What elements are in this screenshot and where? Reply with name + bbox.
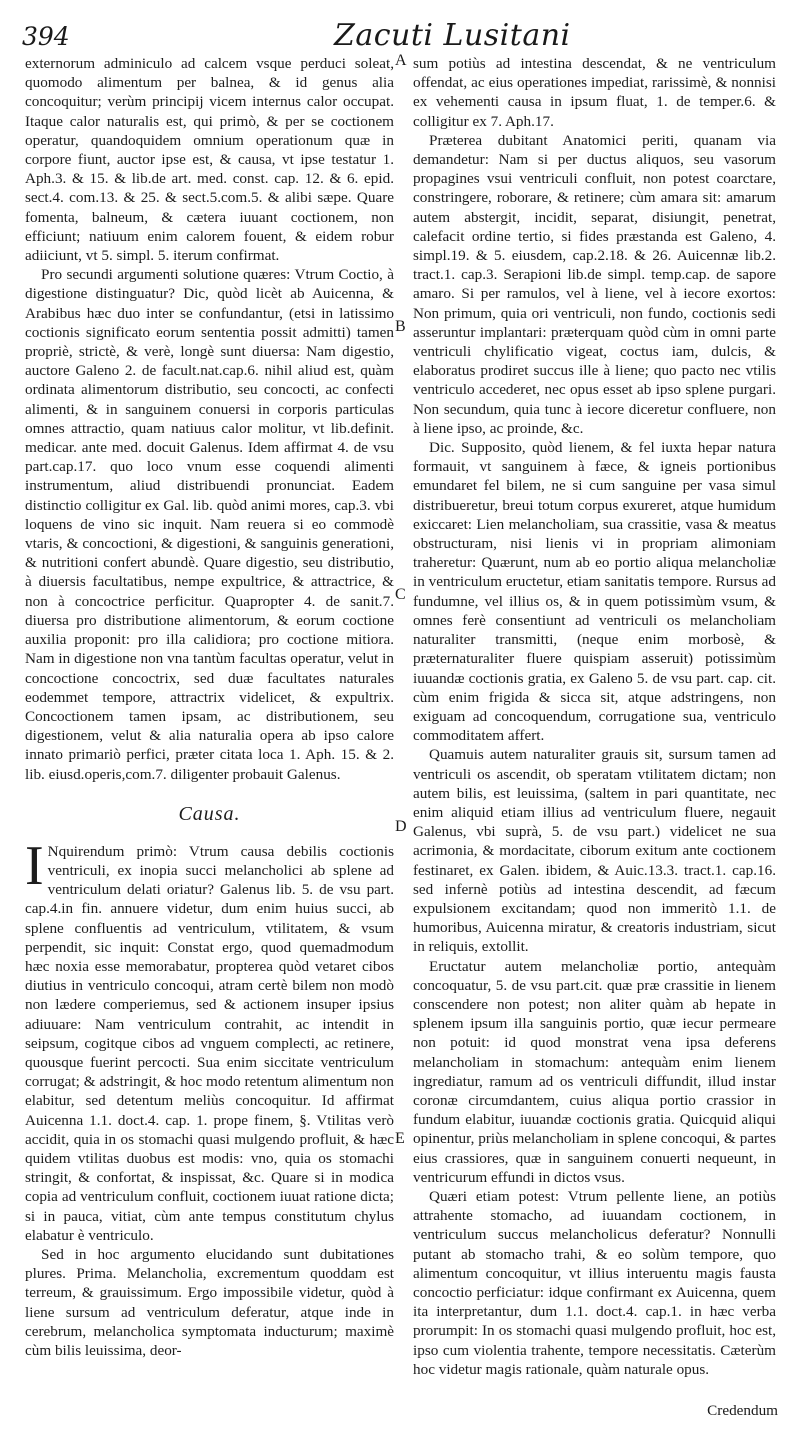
margin-letter: E <box>395 1130 405 1147</box>
paragraph: Dic. Supposito, quòd lienem, & fel iuxta hepar natura formauit, vt sanguinem à fæce, & igneis portionibus emundaret fel bilem, ne si cum sanguine per vasa simul distribueretur, breui totum corpus exureret, atque humidum exiccaret: Lien melancholiam, sua crassitie, vasa & meatus obstructuram, nisi lienis vi in propriam alimoniam traheretur: Quærunt, num ab eo portio aliqua melancholiæ in ventriculum eructetur, etiam sanitatis tempore. Rursus ad fundumne, vel illius os, & in quem potissimùm vsum, & omnes ferè consentiunt ad ventriculi os melancholiam naturaliter transmitti, (neque enim morbosè, & præternaturaliter fluere quispiam asseruit) potissimùm iuuandæ coctionis gratia, ex Galeno 5. de vsu part. cap. cit. cùm enim frigida & sicca sit, atque adstringens, non exiguam ad concoquendum, corrugatione sua, ventriculo commoditatem affert. <box>413 439 776 745</box>
paragraph: Quamuis autem naturaliter grauis sit, sursum tamen ad ventriculi os ascendit, ob speratam vtilitatem dictam; non autem bilis, est leuissima, (saltem in pari quantitate, nec enim aliquid etiam illius ad ventriculum fluere, negauit Galenus, vbi suprà, 5. de vsu part.) videlicet ne sua acrimonia, & mordacitate, ciborum exitum ante coctionem festinaret, ex Galen. ibidem, & Auic.13.3. tract.1. cap.16. sed infernè potiùs ad intestina descendit, ad fæcum expulsionem excitandam; quod non immeritò 1.1. de humoribus, Auicenna miratur, & creatoris industriam, sicut in reliquis, extollit. <box>413 746 776 956</box>
margin-letter: D <box>395 818 407 835</box>
paragraph-text: Nquirendum primò: Vtrum causa debilis coctionis ventriculi, ex inopia succi melancholici ab splene ad ventriculum delati oriatur? Galenus lib. 5. de vsu part. cap.4.in fin. annuere videtur, dum enim huius succi, ab splene confluentis ad ventriculum, vtilitatem, & vsum perpendit, sic inquit: Constat ergo, quod quemadmodum hæc noxia esse memorabatur, propterea quòd vetaret cibos diutius in ventriculo concoqui, atram certè bilem non modò non lædere comperiemus, sed & actionem insuper ipsius adiuuare: Nam ventriculum contrahit, ac intendit in seipsum, cogitque cibos ad vnguem complecti, ac retinere, quousque fuerint percocti. Sua enim siccitate ventriculum corrugat; & adstringit, & hoc modo retentum alimentum non elabitur, sed detentum meliùs concoquitur. Id affirmat Auicenna 1.1. doct.4. cap. 1. prope finem, §. Vtilitas verò accidit, quia in os stomachi quasi mulgendo profluit, & hæc quidem vtilitas duobus est modis: vno, quia os stomachi stringit, & confortat, & inspissat, &c. Quare si in modica copia ad ventriculum confluit, coctionem iuuat ratione dicta; si in pauca, vitiat, cùm ante tempus constitutum chylus elabatur è ventriculo. <box>25 842 394 1244</box>
running-title: Zacuti Lusitani <box>334 18 571 53</box>
paragraph <box>25 834 394 1245</box>
page-number: 394 <box>22 22 70 51</box>
paragraph: Sed in hoc argumento elucidando sunt dubitationes plures. Prima. Melancholia, excrementum quoddam est terreum, & grauissimum. Ergo impossibile videtur, quòd à liene sursum ad ventriculum deferatur, atque inde in cerebrum, melancholica symptomata inducturum; maximè cùm bilis leuissima, deor- <box>25 1245 394 1359</box>
catchword: Credendum <box>707 1402 778 1419</box>
paragraph: Eructatur autem melancholiæ portio, antequàm concoquatur, 5. de vsu part.cit. quæ præ crassitie in lienem conscendere non potest; non aliter quàm ab hepate in splenem ipsum illa sanguinis portio, quæ iecur permeare non potuit: id quod monstrat vena ipsa deferens melancholiam in stomachum: antequàm enim lienem ingrediatur, ramum ad os ventriculi diffundit, illud instar coronæ circumdantem, cuius aliqua portio crassior in fundum elabitur, iuuandæ coctionis gratia. Quicquid aliqui opinentur, priùs melancholiam in splene concoqui, & partes eius crassiores, quæ in sanguinem conuerti nequeunt, in ventricurum effundi in dictos vsus. <box>413 957 776 1186</box>
paragraph: Præterea dubitant Anatomici periti, quanam via demandetur: Nam si per ductus aliquos, seu vasorum propagines vsui ventriculi confluit, non potest coarctare, constringere, roborare, & retinere; cùm amara sit: amarum autem abstergit, incidit, separat, disiungit, penetrat, calefacit ordine tertio, si fides præstanda est Galeno, 4. simpl.19. & 5. eiusdem, cap.2.18. & 26. Auicennæ lib.2. tract.1. cap.3. Serapioni lib.de simpl. temp.cap. de sapore amaro. Si per ramulos, vel à liene, vel à iecore exortos: Non primum, quia ori ventriculi, non fundo, coctionis sedi asseruntur implantari: præterquam quòd cùm in omni parte ventriculi chylificatio vigeat, coctus iam, dulcis, & elaboratus prodiret succus ille à liene; quo pacto nec vtilis ventriculo accederet, nec opus esset ab ipso splene purgari. Non secundum, quia tunc à iecore diceretur confluere, non à liene ipso, ac proinde, &c. <box>413 131 776 437</box>
section-heading: Causa. <box>178 802 241 825</box>
margin-letter: B <box>395 318 406 335</box>
paragraph: Quæri etiam potest: Vtrum pellente liene, an potiùs attrahente stomacho, ad iuuandam coctionem, in ventriculum succus melancholicus deferatur? Nonnulli putant ab stomacho trahi, & eo solùm tempore, quo alimentum concoquitur, vt illius interuentu magis fausta concoctio perficiatur: idque confirmant ex Auicenna, quem ita interpretantur, dum 1.1. doct.4. cap.1. in hæc verba prorumpit: In os stomachi quasi mulgendo profluit, hoc est, ipso cum violentia trahente, tempore necessitatis. Cæterùm hoc videtur magis rationale, quàm naturale opus. <box>413 1187 776 1378</box>
margin-letter: A <box>395 52 407 69</box>
margin-letter: C <box>395 586 406 603</box>
right-column <box>413 54 776 1426</box>
paragraph: externorum adminiculo ad calcem vsque perduci soleat, quomodo alimentum per balnea, & id genus alia concoquitur; verùm principij vicem internus calor occupat. Itaque calor naturalis est, qui primò, & per se coctionem operatur, quandoquidem omnium operationum quæ in corpore fiunt, auctor ipse est, & causa, vt ipse testatur 1. Aph.3. & 15. & lib.de art. med. const. cap. 12. & 6. epid. sect.4. com.13. & 25. & sect.5.com.5. & alibi sæpe. Quare fomenta, balneum, & cætera iuuant coctionem, non efficiunt; natiuum enim calorem fouent, & eidem robur adiiciunt, vt 5. simpl. 5. iterum confirmat. <box>25 55 394 265</box>
drop-cap: I <box>25 834 44 897</box>
paragraph: Pro secundi argumenti solutione quæres: Vtrum Coctio, à digestione distinguatur? Dic, quòd licèt ab Auicenna, & Arabibus hæc duo inter se confundantur, (etsi in latissimo coctionis significato eorum sententia possit admitti) tamen propriè, strictè, & verè, longè sunt diuersa: Nam digestio, auctore Galeno 2. de facult.nat.cap.6. nihil aliud est, quàm ordinata alimentorum distributio, seu concocti, ac confecti alimenti, & in sanguinem conuersi in corporis particulas omnes attractio, quam natiuus calor molitur, vt lib.definit. medicar. ante med. docuit Galenus. Idem affirmat 4. de vsu part.cap.17. quo loco vnum esse coquendi alimenti instrumentum, aliud distribuendi pronunciat. Eadem distinctio colligitur ex Gal. lib. quòd animi mores, cap.3. vbi loquens de vino sic inquit. Nam reuera si eo commodè vtaris, & concoctioni, & digestioni, & sanguinis generationi, & nutritioni confert abundè. Quare digestio, seu distributio, à diuersis facultatibus, nempe expultrice, & attractrice, & non à concoctrice perficitur. Quapropter 4. de sanit.7. diuersa pro distributione alimentorum, & eorum coctione auxilia proponit: pro illa calidiora; pro coctione mitiora. Nam in digestione non vna tantùm facultas operatur, velut in concoctione concoctrix, sed duæ facultates naturales eodemmet tempore, attractrix videlicet, & expultrix. Concoctionem tamen ipsam, ac distributionem, seu digestionem, velut & alia naturalia opera ab ipso calore innato primariò perfici, præter citata loca 1. Aph. 15. & 2. lib. eiusd.operis,com.7. diligenter probauit Galenus. <box>25 266 394 783</box>
paragraph: sum potiùs ad intestina descendat, & ne ventriculum offendat, ac eius operationes impediat, rarissimè, & nonnisi ex vehementi causa in ipsum fluat, 1. de temper.6. & colligitur ex 7. Aph.17. <box>413 55 776 130</box>
left-column <box>25 54 394 1426</box>
